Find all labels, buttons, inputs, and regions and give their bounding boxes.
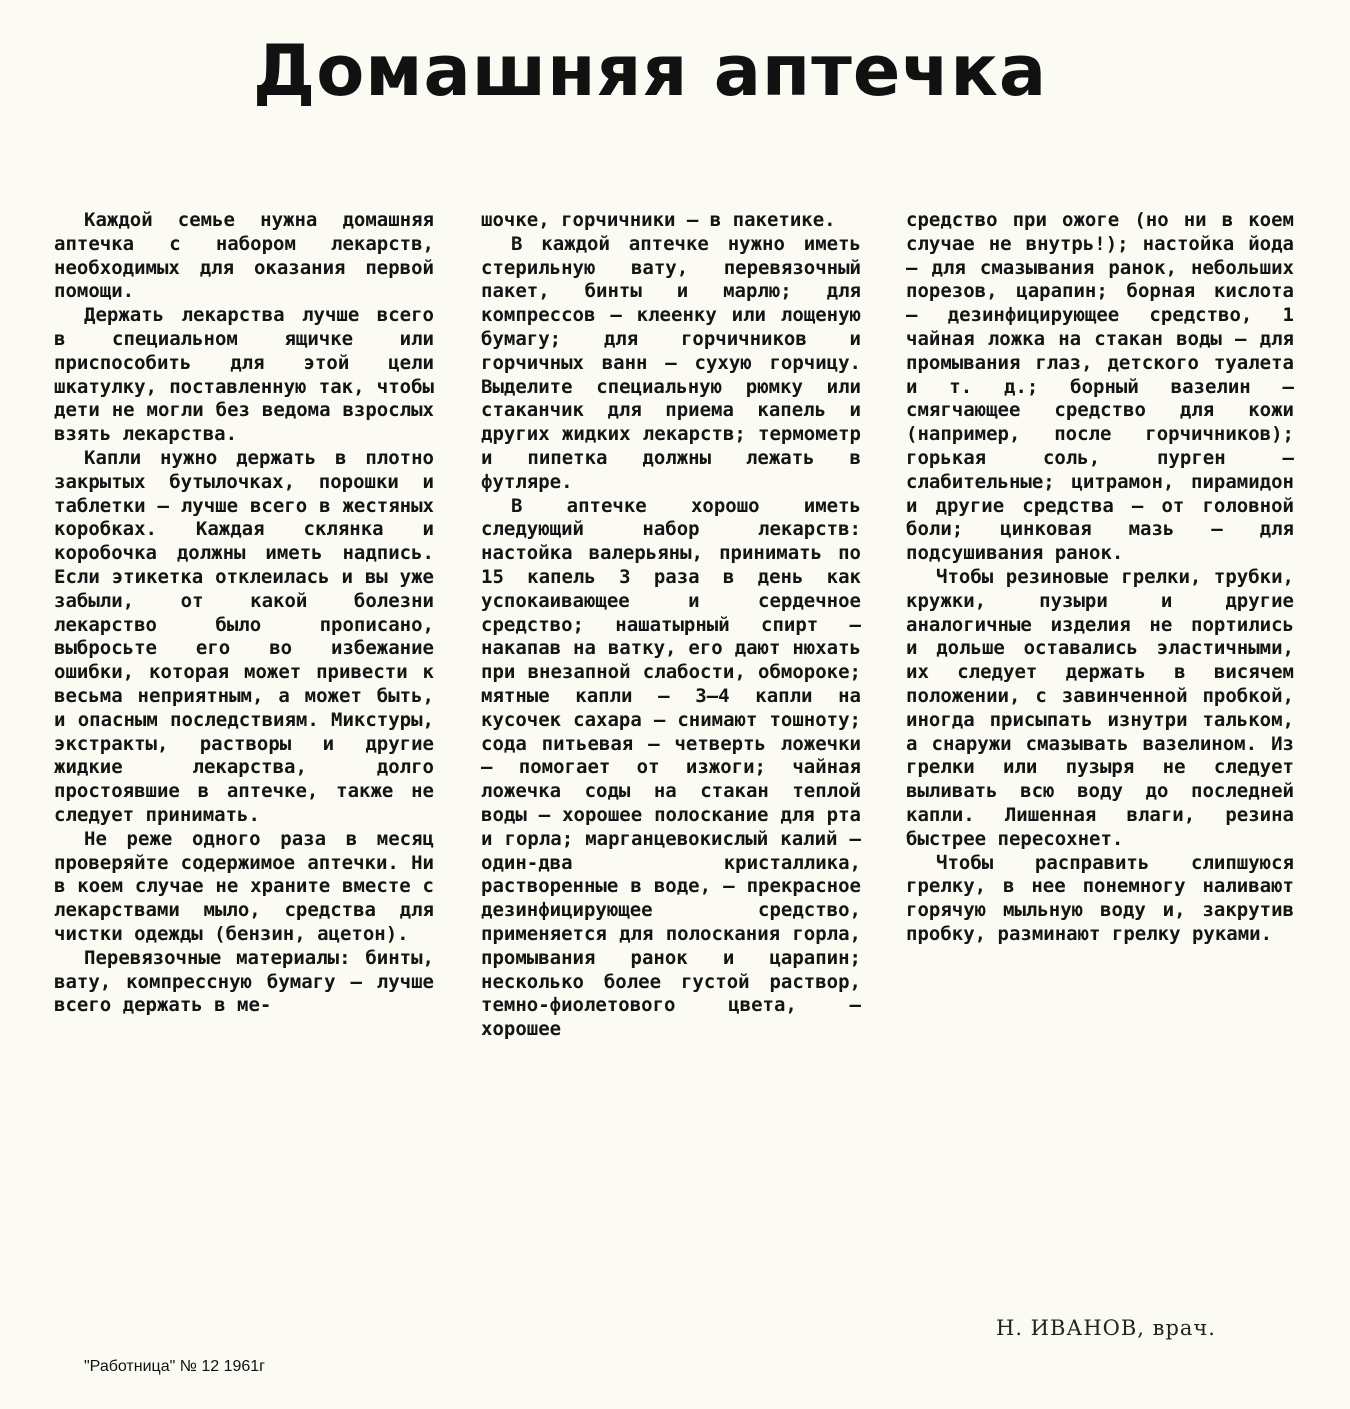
article-title: Домашняя аптечка bbox=[252, 30, 1048, 112]
article-column-1 bbox=[54, 209, 434, 1018]
paragraph: В каждой аптечке нужно иметь стерильную вату, перевязочный пакет, бинты и марлю; для компрессов — клеенку или лощеную бумагу; для горчичников и горчичных ванн — сухую горчицу. Выделите специальную рюмку или стаканчик для приема капель и других жидких лекарств; термометр и пипетка должны лежать в футляре. bbox=[481, 232, 861, 493]
paragraph: Чтобы расправить слипшуюся грелку, в нее понемногу наливают горячую мыльную воду и, закрутив пробку, разминают грелку руками. bbox=[906, 851, 1294, 945]
paragraph: Не реже одного раза в месяц проверяйте содержимое аптечки. Ни в коем случае не храните вместе с лекарствами мыло, средства для чистки одежды (бензин, ацетон). bbox=[54, 827, 434, 945]
paragraph: Держать лекарства лучше всего в специальном ящичке или приспособить для этой цели шкатулку, поставленную так, чтобы дети не могли без ведома взрослых взять лекарства. bbox=[54, 304, 434, 446]
paragraph: В аптечке хорошо иметь следующий набор лекарств: настойка валерьяны, принимать по 15 капель 3 раза в день как успокаивающее и сердечное средство; нашатырный спирт — накапав на ватку, его дают нюхать при внезапной слабости, обмороке; мятные капли — 3—4 капли на кусочек сахара — снимают тошноту; сода питьевая — четверть ложечки — помогает от изжоги; чайная ложечка соды на стакан теплой воды — хорошее полоскание для рта и горла; марганцевокислый калий — один-два кристаллика, растворенные в воде, — прекрасное дезинфицирующее средство, применяется для полоскания горла, промывания ранок и царапин; несколько более густой раствор, темно-фиолетового цвета, — хорошее bbox=[481, 494, 861, 1041]
paragraph-continuation: средство при ожоге (но ни в коем случае не внутрь!); настойка йода — для смазывания ранок, небольших порезов, царапин; борная кислота — дезинфицирующее средство, 1 чайная ложка на стакан воды — для промывания глаз, детского туалета и т. д.; борный вазелин — смягчающее средство для кожи (например, после горчичников); горькая соль, пурген — слабительные; цитрамон, пирамидон и другие средства — от головной боли; цинковая мазь — для подсушивания ранок. bbox=[906, 209, 1294, 565]
article-column-2 bbox=[481, 209, 861, 1042]
source-caption: "Работница" № 12 1961г bbox=[84, 1358, 265, 1375]
article-column-3 bbox=[906, 209, 1294, 947]
author-signature: Н. ИВАНОВ, врач. bbox=[996, 1316, 1216, 1340]
paragraph: Каждой семье нужна домашняя аптечка с набором лекарств, необходимых для оказания первой помощи. bbox=[54, 209, 434, 303]
paragraph: Капли нужно держать в плотно закрытых бутылочках, порошки и таблетки — лучше всего в жестяных коробках. Каждая склянка и коробочка должны иметь надпись. Если этикетка отклеилась и вы уже забыли, от какой болезни лекарство было прописано, выбросьте его во избежание ошибки, которая может привести к весьма неприятным, а может быть, и опасным последствиям. Микстуры, экстракты, растворы и другие жидкие лекарства, долго простоявшие в аптечке, также не следует принимать. bbox=[54, 446, 434, 826]
paragraph: Перевязочные материалы: бинты, вату, компрессную бумагу — лучше всего держать в ме- bbox=[54, 946, 434, 1017]
paragraph: Чтобы резиновые грелки, трубки, кружки, пузыри и другие аналогичные изделия не портились и дольше оставались эластичными, их следует держать в висячем положении, с завинченной пробкой, иногда присыпать изнутри тальком, а снаружи смазывать вазелином. Из грелки или пузыря не следует выливать всю воду до последней капли. Лишенная влаги, резина быстрее пересохнет. bbox=[906, 565, 1294, 850]
paragraph-continuation: шочке, горчичники — в пакетике. bbox=[481, 209, 836, 231]
